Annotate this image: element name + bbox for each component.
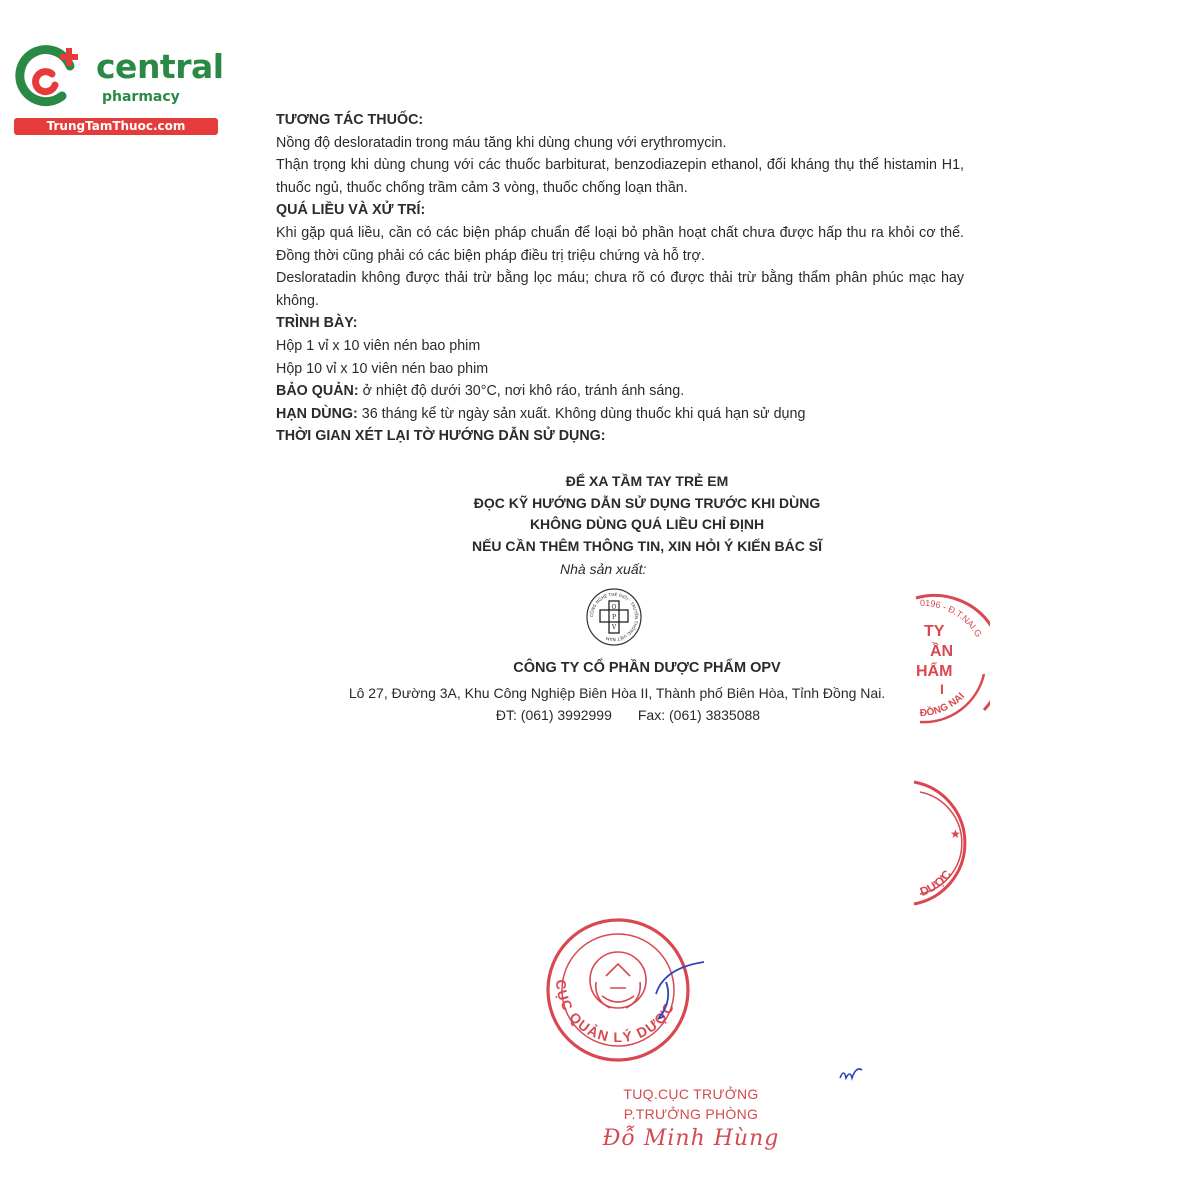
signature-block — [596, 1084, 786, 1154]
warning-line: ĐỂ XA TẦM TAY TRẺ EM — [565, 473, 729, 489]
svg-text:V: V — [611, 624, 617, 631]
signature-stroke — [656, 962, 704, 994]
brand-subtitle: pharmacy — [102, 89, 180, 105]
presentation-item: Hộp 10 vỉ x 10 viên nén bao phim — [276, 360, 489, 377]
company-name: CÔNG TY CỔ PHẦN DƯỢC PHẨM OPV — [513, 660, 781, 676]
warnings-block — [276, 471, 1018, 557]
brand-logo — [10, 38, 225, 138]
stamp-middle-right-text: DƯỢC — [917, 867, 955, 899]
stamp-bottom-center-text: CỤC QUẢN LÝ DƯỢC — [552, 978, 678, 1046]
signature-title: TUQ.CỤC TRƯỞNG — [623, 1086, 759, 1102]
stamp-top-right-bottom: ĐỒNG NAI — [919, 690, 967, 720]
brand-url[interactable]: TrungTamThuoc.com — [14, 118, 218, 135]
stamp-line: I — [940, 681, 944, 697]
heading-presentation: TRÌNH BÀY: — [276, 315, 358, 332]
expiry-label: HẠN DÙNG: — [276, 405, 358, 422]
warning-line: KHÔNG DÙNG QUÁ LIỀU CHỈ ĐỊNH — [529, 516, 765, 532]
leaflet-body — [276, 109, 964, 448]
warning-line: NẾU CẦN THÊM THÔNG TIN, XIN HỎI Ý KIẾN BÁC SĨ — [471, 537, 822, 554]
paragraph-overdose-measures: Khi gặp quá liều, cần có các biện pháp chuẩn để loại bỏ phần hoạt chất chưa được hấp thu ra khỏi cơ thể. Đồng thời cũng phải có các biện pháp điều trị triệu chứng và hỗ trợ. — [276, 224, 964, 264]
stamp-line: HẨM — [916, 663, 953, 680]
company-phone: ĐT: (061) 3992999 — [495, 707, 612, 723]
opv-logo-icon — [585, 588, 643, 646]
brand-name: central — [96, 47, 224, 86]
heading-review-date: THỜI GIAN XÉT LẠI TỜ HƯỚNG DẪN SỬ DỤNG: — [276, 428, 606, 445]
signature-name: Đỗ Minh Hùng — [602, 1126, 780, 1151]
heading-overdose: QUÁ LIỀU VÀ XỬ TRÍ: — [276, 202, 426, 219]
signature-subtitle: P.TRƯỞNG PHÒNG — [623, 1106, 759, 1122]
paragraph-overdose-dialysis: Desloratadin không được thải trừ bằng lọc máu; chưa rõ có được thải trừ bằng thẩm phân phúc mạc hay không. — [276, 270, 964, 309]
storage-line — [276, 380, 964, 403]
paragraph-interaction-caution: Thận trọng khi dùng chung với các thuốc barbiturat, benzodiazepin ethanol, đối kháng thụ thể histamin H1, thuốc ngủ, thuốc chống trầm cảm 3 vòng, thuốc chống loạn thần. — [276, 157, 964, 196]
company-address: Lô 27, Đường 3A, Khu Công Nghiệp Biên Hòa II, Thành phố Biên Hòa, Tỉnh Đồng Nai. — [348, 685, 886, 701]
stamp-line: ẦN — [930, 643, 954, 660]
company-contact — [336, 682, 898, 726]
warning-line: ĐỌC KỸ HƯỚNG DẪN SỬ DỤNG TRƯỚC KHI DÙNG — [473, 494, 821, 511]
opv-logo-arc-text: CÔNG NGHỆ THẾ GIỚI · TRUYỀN THỐNG VIỆT NAM — [588, 591, 640, 643]
stamp-top-right-arc: 0196 - Đ.T.NAI.G — [919, 597, 984, 639]
storage-text: ở nhiệt độ dưới 30°C, nơi khô ráo, tránh ánh sáng. — [358, 383, 685, 400]
stamp-line: TY — [924, 623, 945, 640]
stamp-bottom-center — [536, 918, 704, 1066]
stamp-top-right — [900, 584, 990, 732]
manufacturer-label: Nhà sản xuất: — [560, 561, 647, 577]
expiry-text: 36 tháng kể từ ngày sản xuất. Không dùng thuốc khi quá hạn sử dụng — [357, 405, 806, 422]
svg-text:P: P — [611, 614, 617, 621]
central-pharmacy-logo-icon — [10, 38, 88, 108]
storage-label: BẢO QUẢN: — [276, 383, 359, 400]
svg-text:O: O — [611, 604, 617, 611]
national-emblem-icon — [590, 952, 646, 1008]
presentation-item: Hộp 1 vỉ x 10 viên nén bao phim — [276, 337, 481, 354]
stamp-middle-right — [904, 774, 970, 910]
company-phones — [336, 704, 898, 726]
heading-drug-interactions: TƯƠNG TÁC THUỐC: — [276, 112, 424, 128]
paragraph-interaction-erythromycin: Nồng độ desloratadin trong máu tăng khi dùng chung với erythromycin. — [276, 134, 727, 151]
star-icon: ★ — [950, 827, 961, 841]
company-fax: Fax: (061) 3835088 — [637, 707, 761, 723]
blue-initial-mark — [838, 1064, 866, 1084]
expiry-line — [276, 403, 964, 426]
